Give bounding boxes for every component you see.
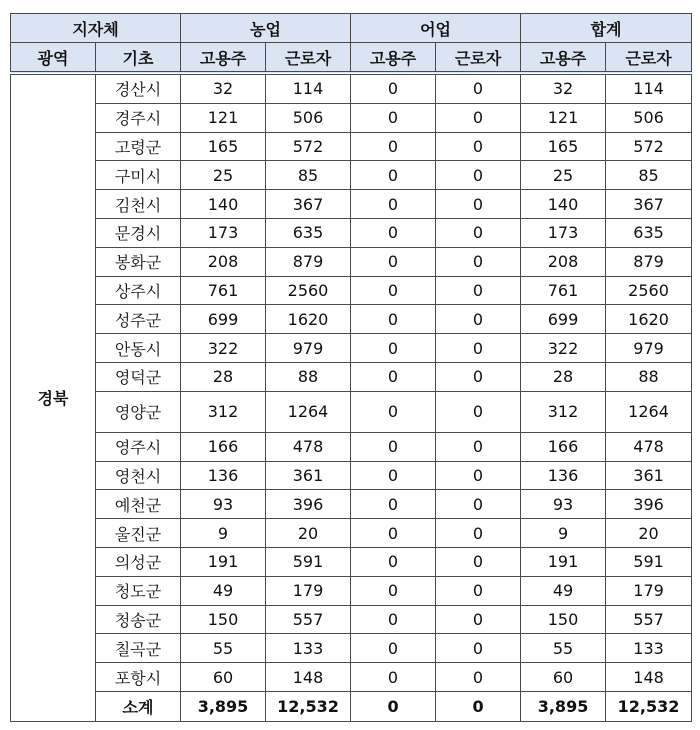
agri-worker-cell: 506 [266,103,351,132]
table-row [11,391,692,432]
region-cell: 경북 [11,73,96,721]
fish-worker-cell: 0 [436,391,521,432]
fish-employer-cell: 0 [351,461,436,490]
fish-worker-cell: 0 [436,247,521,276]
agri-employer-cell: 60 [181,663,266,692]
fish-employer-cell: 0 [351,132,436,161]
agri-employer-cell: 28 [181,362,266,391]
total-worker-cell: 1620 [606,305,692,334]
agri-employer-cell: 191 [181,547,266,576]
total-worker-cell: 114 [606,73,692,103]
header-agri-employer: 고용주 [181,43,266,74]
fish-worker-cell: 0 [436,73,521,103]
fish-worker-cell: 0 [436,576,521,605]
table-header [11,14,692,74]
table-row [11,663,692,692]
table-row [11,432,692,461]
total-employer-cell: 9 [521,519,606,548]
fish-worker-cell: 0 [436,132,521,161]
fish-worker-cell: 0 [436,605,521,634]
subtotal-label: 소계 [96,691,181,721]
total-employer-cell: 322 [521,334,606,363]
local-name-cell: 예천군 [96,490,181,519]
fish-worker-cell: 0 [436,103,521,132]
agri-worker-cell: 88 [266,362,351,391]
agri-worker-cell: 367 [266,190,351,219]
local-name-cell: 성주군 [96,305,181,334]
table-row [11,634,692,663]
local-name-cell: 영덕군 [96,362,181,391]
agri-worker-cell: 2560 [266,276,351,305]
table-row [11,519,692,548]
header-row-groups [11,14,692,43]
fish-worker-cell: 0 [436,461,521,490]
fish-employer-cell: 0 [351,161,436,190]
subtotal-agri-worker-cell: 12,532 [266,691,351,721]
fish-employer-cell: 0 [351,276,436,305]
fish-employer-cell: 0 [351,634,436,663]
subtotal-row [11,691,692,721]
table-row [11,605,692,634]
total-employer-cell: 32 [521,73,606,103]
agri-worker-cell: 635 [266,218,351,247]
agri-employer-cell: 312 [181,391,266,432]
agri-employer-cell: 761 [181,276,266,305]
local-name-cell: 경산시 [96,73,181,103]
subtotal-fish-employer-cell: 0 [351,691,436,721]
total-employer-cell: 136 [521,461,606,490]
local-name-cell: 울진군 [96,519,181,548]
agri-worker-cell: 572 [266,132,351,161]
fish-worker-cell: 0 [436,634,521,663]
subtotal-total-employer-cell: 3,895 [521,691,606,721]
agri-employer-cell: 32 [181,73,266,103]
fish-worker-cell: 0 [436,490,521,519]
fish-worker-cell: 0 [436,334,521,363]
table-body [11,73,692,721]
agri-employer-cell: 699 [181,305,266,334]
fish-worker-cell: 0 [436,663,521,692]
local-name-cell: 경주시 [96,103,181,132]
subtotal-fish-worker-cell: 0 [436,691,521,721]
total-worker-cell: 506 [606,103,692,132]
agri-employer-cell: 140 [181,190,266,219]
total-worker-cell: 367 [606,190,692,219]
local-name-cell: 포항시 [96,663,181,692]
agri-worker-cell: 179 [266,576,351,605]
header-fish-employer: 고용주 [351,43,436,74]
fish-employer-cell: 0 [351,576,436,605]
fish-employer-cell: 0 [351,103,436,132]
total-worker-cell: 361 [606,461,692,490]
agri-worker-cell: 979 [266,334,351,363]
total-worker-cell: 133 [606,634,692,663]
fish-worker-cell: 0 [436,362,521,391]
fish-employer-cell: 0 [351,190,436,219]
agri-employer-cell: 49 [181,576,266,605]
total-worker-cell: 20 [606,519,692,548]
agri-employer-cell: 25 [181,161,266,190]
agri-worker-cell: 133 [266,634,351,663]
local-name-cell: 김천시 [96,190,181,219]
fish-employer-cell: 0 [351,362,436,391]
table-row [11,73,692,103]
total-worker-cell: 396 [606,490,692,519]
table-row [11,276,692,305]
header-fishery: 어업 [351,14,521,43]
table-row [11,490,692,519]
total-employer-cell: 93 [521,490,606,519]
fish-employer-cell: 0 [351,334,436,363]
table-row [11,334,692,363]
total-worker-cell: 148 [606,663,692,692]
fish-employer-cell: 0 [351,247,436,276]
local-name-cell: 청도군 [96,576,181,605]
subtotal-total-worker-cell: 12,532 [606,691,692,721]
fish-worker-cell: 0 [436,432,521,461]
total-worker-cell: 85 [606,161,692,190]
local-name-cell: 영양군 [96,391,181,432]
agri-worker-cell: 114 [266,73,351,103]
agri-employer-cell: 136 [181,461,266,490]
agri-employer-cell: 322 [181,334,266,363]
total-employer-cell: 761 [521,276,606,305]
table-row [11,576,692,605]
table-row [11,190,692,219]
header-agri-worker: 근로자 [266,43,351,74]
local-name-cell: 안동시 [96,334,181,363]
agri-worker-cell: 1620 [266,305,351,334]
agri-employer-cell: 55 [181,634,266,663]
table-row [11,103,692,132]
header-agriculture: 농업 [181,14,351,43]
agri-worker-cell: 557 [266,605,351,634]
total-worker-cell: 88 [606,362,692,391]
agri-employer-cell: 166 [181,432,266,461]
table-row [11,247,692,276]
table-row [11,362,692,391]
agri-worker-cell: 361 [266,461,351,490]
header-total-worker: 근로자 [606,43,692,74]
header-region: 광역 [11,43,96,74]
fish-employer-cell: 0 [351,663,436,692]
local-name-cell: 영천시 [96,461,181,490]
total-employer-cell: 28 [521,362,606,391]
agri-worker-cell: 396 [266,490,351,519]
table-row [11,305,692,334]
agri-employer-cell: 150 [181,605,266,634]
agri-employer-cell: 165 [181,132,266,161]
table-row [11,218,692,247]
header-total: 합계 [521,14,692,43]
total-worker-cell: 572 [606,132,692,161]
total-employer-cell: 208 [521,247,606,276]
total-employer-cell: 49 [521,576,606,605]
total-worker-cell: 2560 [606,276,692,305]
total-employer-cell: 173 [521,218,606,247]
fish-worker-cell: 0 [436,276,521,305]
total-worker-cell: 879 [606,247,692,276]
agri-employer-cell: 173 [181,218,266,247]
total-worker-cell: 557 [606,605,692,634]
total-employer-cell: 165 [521,132,606,161]
fish-worker-cell: 0 [436,519,521,548]
local-name-cell: 상주시 [96,276,181,305]
agri-employer-cell: 208 [181,247,266,276]
table-row [11,132,692,161]
local-name-cell: 문경시 [96,218,181,247]
total-worker-cell: 591 [606,547,692,576]
header-total-employer: 고용주 [521,43,606,74]
agri-worker-cell: 148 [266,663,351,692]
local-name-cell: 고령군 [96,132,181,161]
subtotal-agri-employer-cell: 3,895 [181,691,266,721]
local-name-cell: 영주시 [96,432,181,461]
agri-employer-cell: 9 [181,519,266,548]
agri-worker-cell: 478 [266,432,351,461]
header-local: 기초 [96,43,181,74]
total-employer-cell: 60 [521,663,606,692]
agri-worker-cell: 591 [266,547,351,576]
fish-worker-cell: 0 [436,190,521,219]
fish-employer-cell: 0 [351,305,436,334]
total-employer-cell: 121 [521,103,606,132]
total-employer-cell: 699 [521,305,606,334]
agri-worker-cell: 85 [266,161,351,190]
fish-worker-cell: 0 [436,161,521,190]
local-name-cell: 구미시 [96,161,181,190]
local-name-cell: 봉화군 [96,247,181,276]
agri-worker-cell: 879 [266,247,351,276]
fish-employer-cell: 0 [351,432,436,461]
agri-worker-cell: 1264 [266,391,351,432]
fish-employer-cell: 0 [351,605,436,634]
table-row [11,547,692,576]
agri-worker-cell: 20 [266,519,351,548]
fish-employer-cell: 0 [351,519,436,548]
local-name-cell: 의성군 [96,547,181,576]
fish-worker-cell: 0 [436,218,521,247]
fish-employer-cell: 0 [351,391,436,432]
fish-employer-cell: 0 [351,490,436,519]
total-employer-cell: 140 [521,190,606,219]
header-local-government: 지자체 [11,14,181,43]
total-worker-cell: 179 [606,576,692,605]
table-row [11,161,692,190]
total-employer-cell: 55 [521,634,606,663]
agri-employer-cell: 93 [181,490,266,519]
total-worker-cell: 635 [606,218,692,247]
total-employer-cell: 191 [521,547,606,576]
total-employer-cell: 150 [521,605,606,634]
total-worker-cell: 979 [606,334,692,363]
local-name-cell: 청송군 [96,605,181,634]
total-employer-cell: 166 [521,432,606,461]
header-row-columns [11,43,692,74]
header-fish-worker: 근로자 [436,43,521,74]
fish-worker-cell: 0 [436,547,521,576]
total-worker-cell: 1264 [606,391,692,432]
fish-employer-cell: 0 [351,218,436,247]
total-employer-cell: 312 [521,391,606,432]
table-row [11,461,692,490]
agri-employer-cell: 121 [181,103,266,132]
fish-employer-cell: 0 [351,73,436,103]
total-employer-cell: 25 [521,161,606,190]
fish-employer-cell: 0 [351,547,436,576]
local-name-cell: 칠곡군 [96,634,181,663]
statistics-table [10,13,692,722]
total-worker-cell: 478 [606,432,692,461]
fish-worker-cell: 0 [436,305,521,334]
